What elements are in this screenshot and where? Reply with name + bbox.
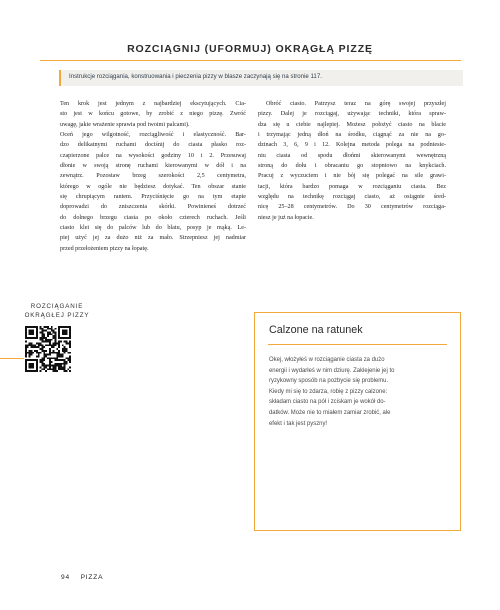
text-line: dzinach 3, 6, 9 i 12. Kolejna metoda polega na podniesie- — [258, 142, 446, 149]
sidebar-line: efekt i tak jest pyszny! — [269, 420, 328, 427]
text-line: się chrupiącym rantem. Przyciśnięcie go na tym etapie — [60, 194, 246, 201]
text-line: Oceń jego wilgotność, rozciągliwość i elastyczność. Bar- — [60, 132, 246, 139]
text-line: pizzy. Dalej je rozciągaj, używając techniki, która spraw- — [258, 111, 446, 118]
qr-caption-line: OKRĄGŁEJ PIZZY — [24, 311, 90, 319]
left-column — [60, 99, 246, 254]
qr-section — [0, 320, 78, 390]
text-line: tacji, która bardzo pomaga w rozciąganiu ciasta. Bez — [258, 183, 446, 190]
text-line: piej użyć jej za dużo niż za mało. Strzepniesz jej nadmiar — [60, 235, 246, 242]
sidebar-line: składam ciasto na pół i zciskam je wokół do- — [269, 399, 386, 406]
sidebar-line: energii i wydarłeś w nim dziurę. Zaklejenie jej to — [269, 367, 395, 374]
sidebar-divider — [268, 344, 447, 345]
page-footer — [61, 574, 103, 581]
text-line: uwagę, jakie wrażenie sprawia pod twoimi palcami). — [60, 121, 190, 128]
page-title: ROZCIĄGNIJ (UFORMUJ) OKRĄGŁĄ PIZZĘ — [127, 43, 373, 55]
qr-caption — [24, 303, 90, 320]
right-column — [258, 99, 446, 223]
text-line: dłonie w swoją stronę ruchami kierowanymi w dół i na — [60, 163, 246, 170]
sidebar-line: datków. Może nie to miałem zamiar zrobić, ale — [269, 409, 391, 416]
text-line: doprowadzi do zniszczenia skórki. Powinieneś dotrzeć — [60, 204, 246, 211]
text-line: przed przełożeniem pizzy na łopatę. — [60, 245, 149, 252]
sidebar-body — [269, 355, 451, 429]
text-line: Obróć ciasto. Patrzysz teraz na górę swojej przyszłej — [266, 101, 446, 107]
text-line: nicę 25–28 centymetrów. Do 30 centymetrów rozciąga- — [258, 204, 446, 211]
qr-caption-line: ROZCIĄGANIE — [30, 303, 84, 310]
text-line: sto jest w końcu gotowe, by zrobić z niego pizzę. Zwróć — [60, 111, 246, 118]
sidebar-title: Calzone na ratunek — [269, 324, 363, 336]
text-line: zewnątrz. Pozostaw brzeg szerokości 2,5 centymetra, — [60, 173, 246, 180]
text-line: niesz je już na łopacie. — [258, 214, 314, 221]
instruction-banner — [59, 70, 463, 86]
section-name: PIZZA — [80, 574, 104, 581]
sidebar-line: ryzykowny sposób na pozbycie się problemu. — [269, 378, 389, 385]
text-line: dza się u ciebie najlepiej. Możesz położyć ciasto na blacie — [258, 121, 446, 128]
text-line: ciasto klei się do palców lub do blatu, posyp je mąką. Le- — [60, 225, 246, 232]
instruction-text: Instrukcje rozciągania, konstruowania i pieczenia pizzy w blasze zaczynają się na stronie 117. — [69, 73, 322, 80]
text-line: Ten krok jest jednym z najbardziej ekscytujących. Cia- — [60, 101, 246, 107]
sidebar-line: Okej, włożyłeś w rozciąganie ciasta za dużo — [269, 357, 385, 363]
text-line: czapierzone palce na wysokości godziny 10 i 2. Przesuwaj — [60, 152, 246, 159]
text-line: dzo delikatnymi ruchami dociśnij do ciasta płasko roz- — [60, 142, 246, 149]
text-line: niu ciasta od spodu dłońmi skierowanymi wewnętrzną — [258, 152, 446, 159]
qr-code-icon[interactable] — [25, 326, 71, 372]
text-line: którego w ogóle nie będziesz dotykać. Ten obszar stanie — [60, 183, 246, 190]
text-line: Pracuj z wyczuciem i nie bój się polegać na sile grawi- — [258, 173, 446, 180]
text-line: do dolnego brzegu ciasta po około czterech ruchach. Jeśli — [60, 214, 246, 221]
calzone-sidebar — [254, 312, 461, 531]
page-number: 94 — [61, 574, 70, 581]
title-underline — [40, 60, 461, 61]
qr-accent-rule — [0, 358, 24, 359]
sidebar-line: Kiedy mi się to zdarza, robię z pizzy calzone: — [269, 388, 388, 395]
text-line: stroną do dołu i obracaniu go stopniowo na knykciach. — [258, 163, 446, 170]
text-line: względu na technikę rozciągaj ciasto, aż osiągnie śred- — [258, 194, 446, 201]
text-line: i trzymając jedną dłoń na środku, ciągnąć za nie na go- — [258, 132, 446, 139]
